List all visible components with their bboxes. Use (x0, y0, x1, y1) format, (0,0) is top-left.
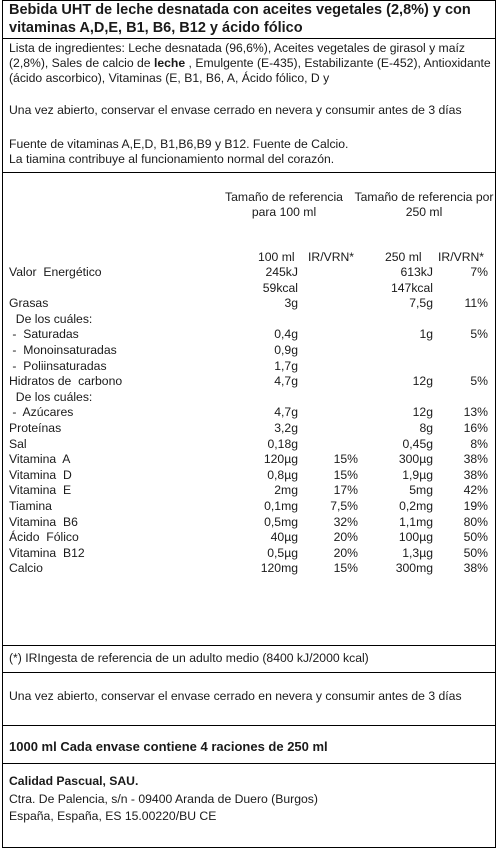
col-header-250ml: 250 ml (385, 250, 422, 264)
nutrition-cell-v250: 12g (412, 405, 433, 420)
nutrition-cell-ir2: 42% (463, 483, 488, 498)
nutrition-row (0, 265, 500, 280)
divider (3, 645, 495, 646)
nutrition-cell-ir2: 13% (463, 405, 488, 420)
nutrition-cell-ir2: 8% (470, 436, 488, 451)
nutrition-row (0, 483, 500, 498)
ref-header-250: Tamaño de referencia por 250 ml (354, 190, 494, 219)
nutrition-cell-label: De los cuáles: (9, 311, 93, 326)
nutrition-row (0, 405, 500, 420)
storage-instructions-2: Una vez abierto, conservar el envase cerrado en nevera y consumir antes de 3 días (9, 689, 462, 703)
product-title: Bebida UHT de leche desnatada con aceites vegetales (2,8%) y con vitaminas A,D,E, B1, B6, B12 y ácido fólico (9, 2, 471, 36)
nutrition-cell-label: Proteínas (9, 421, 62, 435)
nutrition-cell-label: Vitamina B12 (9, 545, 85, 560)
nutrition-row (0, 530, 500, 545)
nutrition-row (0, 468, 500, 483)
nutrition-cell-v250: 8g (419, 421, 433, 435)
nutrition-cell-v100: 120µg (263, 452, 298, 467)
nutrition-cell-ir2: 5% (470, 374, 488, 389)
nutrition-cell-label: Valor Energético (9, 265, 102, 279)
nutrition-row (0, 546, 500, 561)
nutrition-row (0, 327, 500, 342)
nutrition-row (0, 296, 500, 311)
nutrition-cell-ir2: 19% (463, 499, 488, 513)
footnote: (*) IRIngesta de referencia de un adulto medio (8400 kJ/2000 kcal) (9, 651, 369, 665)
nutrition-cell-ir2: 38% (463, 561, 488, 576)
nutrition-row (0, 561, 500, 576)
nutrition-cell-v100: 0,18g (267, 436, 298, 451)
nutrition-cell-ir2: 5% (470, 327, 488, 342)
nutrition-cell-label: Vitamina A (9, 452, 71, 467)
nutrition-cell-v250: 5mg (409, 483, 433, 498)
nutrition-cell-v250: 7,5g (409, 296, 433, 311)
nutrition-cell-v250: 0,2mg (399, 499, 433, 513)
nutrition-cell-v100: 0,5mg (264, 514, 298, 529)
serving-info: 1000 ml Cada envase contiene 4 raciones de 250 ml (9, 739, 328, 754)
nutrition-cell-ir1: 15% (333, 452, 358, 467)
nutrition-cell-ir1: 17% (333, 483, 358, 498)
thiamine-claim: La tiamina contribuye al funcionamiento normal del corazón. (9, 152, 335, 166)
nutrition-cell-v100: 4,7g (274, 374, 298, 389)
nutrition-cell-ir2: 11% (464, 296, 488, 311)
nutrition-cell-v250: 300mg (395, 561, 433, 576)
nutrition-cell-v100: 2mg (274, 483, 298, 498)
nutrition-cell-v100: 245kJ (265, 265, 298, 279)
nutrition-cell-ir1: 20% (333, 530, 358, 545)
nutrition-row (0, 374, 500, 389)
nutrition-cell-v100: 59kcal (262, 280, 298, 295)
nutrition-cell-v100: 3,2g (274, 421, 298, 435)
nutrition-cell-ir2: 38% (463, 452, 488, 467)
company-name: Calidad Pascual, SAU. (9, 774, 139, 788)
ingredients-text (9, 41, 493, 86)
divider (3, 763, 495, 764)
divider (3, 672, 495, 673)
col-header-ir1: IR/VRN* (308, 250, 355, 264)
nutrition-cell-label: - Azúcares (9, 405, 74, 420)
nutrition-cell-label: Grasas (9, 296, 49, 311)
nutrition-cell-v250: 300µg (398, 452, 433, 467)
nutrition-cell-v250: 147kcal (390, 280, 433, 295)
nutrition-cell-label: - Monoinsaturadas (9, 343, 117, 357)
nutrition-cell-v250: 12g (412, 374, 433, 389)
nutrition-cell-label: Vitamina B6 (9, 514, 78, 529)
nutrition-cell-ir1: 20% (333, 545, 358, 560)
ref-header-100: Tamaño de referencia para 100 ml (225, 190, 343, 219)
nutrition-row (0, 281, 500, 296)
nutrition-row (0, 515, 500, 530)
nutrition-cell-label: Ácido Fólico (9, 530, 79, 545)
nutrition-cell-ir2: 50% (463, 530, 488, 545)
nutrition-cell-v100: 40µg (270, 530, 298, 545)
nutrition-row (0, 343, 500, 358)
nutrition-cell-ir1: 32% (333, 514, 358, 529)
nutrition-cell-v100: 120mg (260, 561, 298, 576)
nutrition-cell-label: De los cuáles: (9, 389, 93, 404)
nutrition-cell-label: - Saturadas (9, 327, 79, 342)
ingredients-prefix: Lista de ingredientes: Leche desnatada (96,6%), Aceites vegetales de girasol y maíz (2,8%), Sales de calcio de (9, 41, 465, 70)
storage-instructions: Una vez abierto, conservar el envase cerrado en nevera y consumir antes de 3 días (9, 103, 462, 117)
nutrition-cell-ir1: 15% (333, 467, 358, 482)
nutrition-cell-v100: 4,7g (274, 405, 298, 420)
nutrition-cell-label: Hidratos de carbono (9, 374, 123, 389)
divider (3, 725, 495, 726)
nutrition-cell-v100: 0,5µg (267, 545, 298, 560)
nutrition-cell-label: - Poliinsaturadas (9, 358, 107, 373)
nutrition-cell-ir1: 15% (333, 561, 358, 576)
divider (3, 172, 495, 173)
nutrition-cell-v100: 0,8µg (267, 467, 298, 482)
vitamin-source-claim: Fuente de vitaminas A,E,D, B1,B6,B9 y B12. Fuente de Calcio. (9, 137, 349, 151)
nutrition-cell-v250: 100µg (398, 530, 433, 545)
nutrition-cell-v250: 0,45g (402, 436, 433, 451)
nutrition-cell-v100: 0,1mg (264, 499, 298, 513)
nutrition-cell-v100: 0,4g (274, 327, 298, 342)
nutrition-cell-v250: 613kJ (400, 265, 433, 279)
divider (3, 38, 495, 39)
company-address: Ctra. De Palencia, s/n - 09400 Aranda de Duero (Burgos) (9, 792, 318, 806)
nutrition-cell-label: Sal (9, 436, 27, 451)
nutrition-cell-ir1: 7,5% (330, 499, 358, 513)
nutrition-cell-v250: 1,3µg (402, 545, 433, 560)
nutrition-cell-v100: 0,9g (274, 343, 298, 357)
nutrition-cell-label: Calcio (9, 561, 43, 576)
nutrition-cell-v100: 3g (284, 296, 298, 311)
nutrition-cell-ir2: 50% (463, 545, 488, 560)
nutrition-cell-ir2: 7% (470, 265, 488, 279)
nutrition-row (0, 359, 500, 374)
nutrition-row (0, 390, 500, 405)
allergen-highlight: leche (153, 56, 186, 70)
nutrition-cell-ir2: 80% (463, 514, 488, 529)
nutrition-row (0, 421, 500, 436)
nutrition-cell-v250: 1g (419, 327, 433, 342)
nutrition-cell-v100: 1,7g (274, 358, 298, 373)
col-header-ir2: IR/VRN* (438, 250, 485, 264)
nutrition-cell-label: Tiamina (9, 499, 52, 513)
nutrition-row (0, 437, 500, 452)
nutrition-cell-label: Vitamina E (9, 483, 72, 498)
nutrition-row (0, 452, 500, 467)
ingredients-suffix: , Emulgente (E-435), Estabilizante (E-452), Antioxidante (ácido ascorbico), Vitaminas (E, B1, B6, A, Ácido fólico, D y (9, 56, 491, 85)
col-header-100ml: 100 ml (258, 250, 295, 264)
nutrition-cell-label: Vitamina D (9, 467, 72, 482)
nutrition-cell-ir2: 16% (463, 421, 488, 435)
nutrition-row (0, 312, 500, 327)
nutrition-cell-ir2: 38% (463, 467, 488, 482)
company-country: España, España, ES 15.00220/BU CE (9, 809, 217, 823)
nutrition-cell-v250: 1,9µg (402, 467, 433, 482)
nutrition-cell-v250: 1,1mg (399, 514, 433, 529)
nutrition-row (0, 499, 500, 514)
